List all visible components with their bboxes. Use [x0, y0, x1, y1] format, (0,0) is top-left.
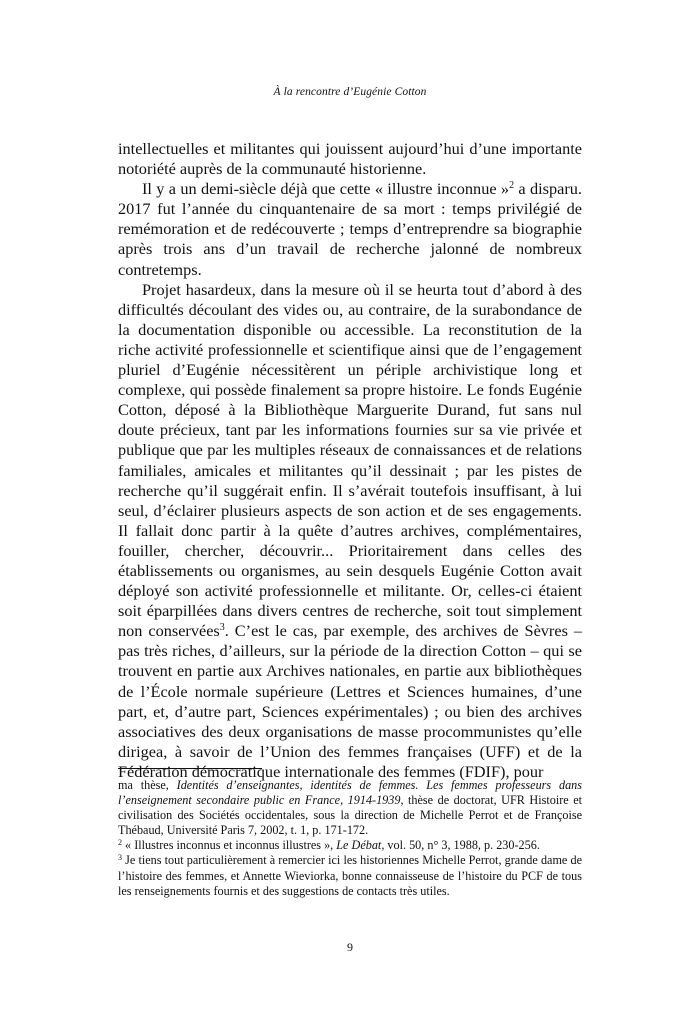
footnote-journal: Le Débat — [336, 838, 382, 853]
paragraph-text: a disparu. 2017 fut l’année du cinquantenaire de sa mort : temps privilégié de remémoration et de redécouverte ; temps d’entreprendre sa biographie après trois ans d’un travail de recherche jalonné de nombreux contretemps. — [118, 179, 583, 279]
page-number: 9 — [347, 940, 353, 954]
body-text — [118, 139, 582, 782]
running-head: À la rencontre d’Eugénie Cotton — [273, 86, 427, 98]
footnote-separator — [118, 768, 262, 769]
footnote-mark: 2 — [118, 838, 122, 848]
footnote-3 — [118, 853, 582, 898]
footnote-text: Je tiens tout particulièrement à remercier ici les historiennes Michelle Perrot, grande dame de l’histoire des femmes, et Annette Wieviorka, bonne connaisseuse de l’histoire du PCF de tous les renseignements fournis et des suggestions de contacts très utiles. — [118, 853, 582, 898]
paragraph-continued: intellectuelles et militantes qui jouissent aujourd’hui d’une importante notoriété auprès de la communauté historienne. — [118, 139, 582, 179]
footnote-ref: 2 — [509, 180, 515, 192]
footnote-text: , vol. 50, n° 3, 1988, p. 230-256. — [381, 838, 540, 853]
footnote-2 — [118, 838, 582, 853]
footnote-ref: 3 — [219, 622, 225, 634]
paragraph-text: . C’est le cas, par exemple, des archives de Sèvres – pas très riches, d’ailleurs, sur la période de la direction Cotton – qui se trouvent en partie aux Archives nationales, en partie aux bibliothèques de l’École normale supérieure (Lettres et Sciences humaines, d’une part, et, d’autre part, Sciences expérimentales) ; ou bien des archives associatives des deux organisations de masse procommunistes qu’elle dirigea, à savoir de l’Union des femmes françaises (UFF) et de la Fédération démocratique internationale des femmes (FDIF), pour — [118, 621, 582, 781]
paragraph-text: Il y a un demi-siècle déjà que cette « illustre inconnue » — [142, 179, 510, 199]
footnote-text: ma thèse, — [118, 778, 169, 792]
paragraph-anniversary — [118, 179, 582, 279]
footnote-mark: 3 — [118, 853, 122, 863]
paragraph-text: Projet hasardeux, dans la mesure où il se heurta tout d’abord à des difficultés découlant des vides ou, au contraire, de la surabondance de la documentation disponible ou accessible. La reconstitution de la riche activité professionnelle et scientifique ainsi que de l’engagement pluriel d’Eugénie nécessitèrent un périple archivistique long et complexe, qui possède finalement sa propre histoire. Le fonds Eugénie Cotton, déposé à la Bibliothèque Marguerite Durand, fut sans nul doute précieux, tant par les informations fournies sur sa vie privée et publique que par les multiples réseaux de connaissances et de relations familiales, amicales et militantes qu’il dessinait ; par les pistes de recherche qu’il suggérait enfin. Il s’avérait toutefois insuffisant, à lui seul, d’éclairer plusieurs aspects de son action et de ses engagements. Il fallait donc partir à la quête d’autres archives, complémentaires, fouiller, chercher, découvrir... Prioritairement dans celles des établissements ou organismes, au sein desquels Eugénie Cotton avait déployé son activité professionnelle et militante. Or, celles-ci étaient soit éparpillées dans divers centres de recherche, soit tout simplement non conservées — [118, 279, 582, 641]
footnote-title: Identités d’enseignantes, identités de femmes. Les femmes professeurs dans l’enseignement secondaire public en France, 1914-1939 — [118, 778, 582, 808]
footnotes — [118, 778, 582, 899]
footnote-text: « Illustres inconnus et inconnus illustres », — [125, 838, 334, 853]
paragraph-project — [118, 280, 582, 782]
footnote-continued — [118, 778, 582, 838]
footnote-text: , thèse de doctorat, UFR Histoire et civilisation des Sociétés occidentales, sous la direction de Michelle Perrot et de Françoise Thébaud, Université Paris 7, 2002, t. 1, p. 171-172. — [118, 793, 582, 838]
